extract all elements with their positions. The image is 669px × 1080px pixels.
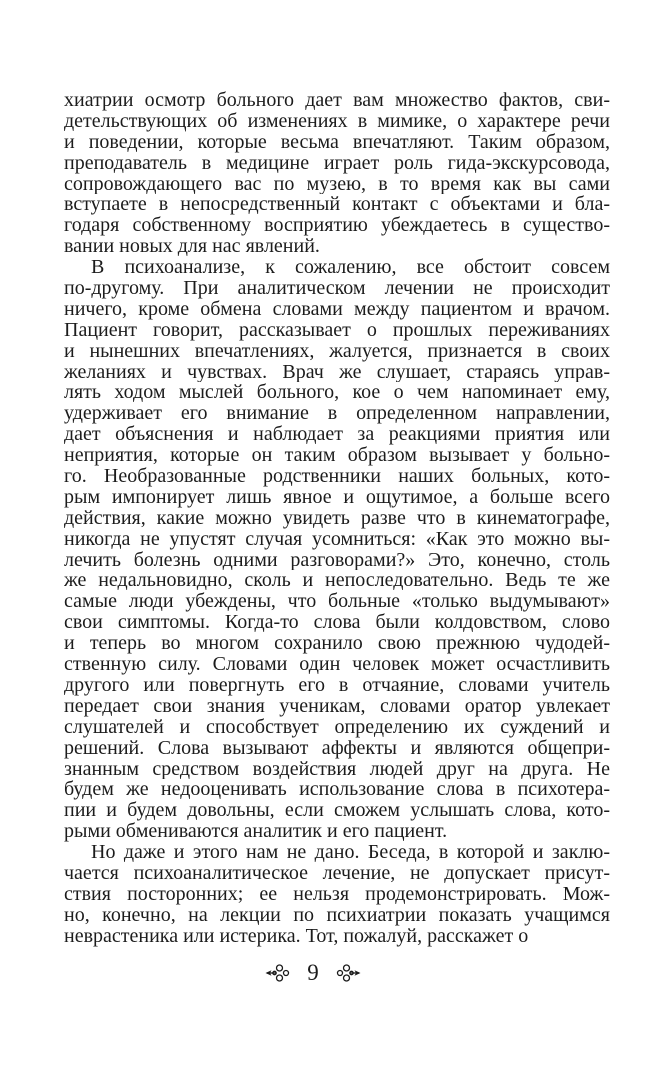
- text-line: вании новых для нас явлений.: [64, 236, 320, 258]
- text-line: преподаватель в медицине играет роль гида-экскурсовода,: [64, 152, 610, 174]
- text-line: вступаете в непосредственный контакт с объектами и бла-: [64, 194, 610, 216]
- text-line: неприятия, которые он таким образом вызывает у больно-: [64, 445, 610, 467]
- text-line: другого или повергнуть его в отчаяние, словами учитель: [64, 674, 610, 696]
- text-line: по-другому. При аналитическом лечении не происходит: [64, 278, 610, 299]
- text-line: неврастеника или истерика. Тот, пожалуй, расскажет о: [64, 925, 529, 947]
- text-line: чается психоаналитическое лечение, не допускает присут-: [64, 862, 610, 884]
- text-line: и нынешних впечатлениях, жалуется, признается в своих: [64, 340, 610, 362]
- text-line: и поведении, которые весьма впечатляют. Таким образом,: [64, 131, 610, 153]
- text-line: слушателей и способствует определению их суждений и: [64, 716, 610, 738]
- fleuron-left-icon: [265, 963, 291, 983]
- text-line: самые люди убеждены, что больные «только выдумывают»: [64, 591, 610, 613]
- text-line: детельствующих об изменениях в мимике, о характере речи: [64, 110, 610, 132]
- text-line: В психоанализе, к сожалению, все обстоит совсем: [91, 257, 610, 279]
- text-line: Пациент говорит, рассказывает о прошлых переживаниях: [64, 319, 610, 341]
- page-text: [64, 90, 610, 947]
- text-line: хиатрии осмотр больного дает вам множество фактов, сви-: [64, 90, 610, 111]
- text-line: ствия посторонних; ее нельзя продемонстрировать. Мож-: [64, 883, 610, 905]
- text-line: рым импонирует лишь явное и ощутимое, а больше всего: [64, 486, 610, 508]
- paragraph: [64, 257, 610, 842]
- text-line: удерживает его внимание в определенном направлении,: [64, 403, 610, 425]
- text-line: свои симптомы. Когда-то слова были колдовством, слово: [64, 612, 610, 634]
- text-line: рыми обмениваются аналитик и его пациент.: [64, 821, 448, 843]
- text-line: сопровождающего вас по музею, в то время как вы сами: [64, 173, 610, 195]
- page-footer: [0, 956, 626, 990]
- paragraph: [64, 842, 610, 946]
- fleuron-right-icon: [335, 963, 361, 983]
- text-line: передает свои знания ученикам, словами оратор увлекает: [64, 695, 610, 717]
- text-line: лечить болезнь одними разговорами?» Это, конечно, столь: [64, 549, 610, 571]
- text-line: но, конечно, на лекции по психиатрии показать учащимся: [64, 904, 610, 926]
- text-line: Но даже и этого нам не дано. Беседа, в которой и заклю-: [91, 842, 610, 863]
- text-line: лять ходом мыслей больного, кое о чем напоминает ему,: [64, 382, 610, 404]
- text-line: го. Необразованные родственники наших больных, кото-: [64, 466, 610, 487]
- paragraph: [64, 90, 610, 257]
- text-line: ственную силу. Словами один человек может осчастливить: [64, 654, 610, 675]
- text-line: же недальновидно, сколь и непоследовательно. Ведь те же: [64, 570, 610, 592]
- text-line: желаниях и чувствах. Врач же слушает, стараясь управ-: [64, 361, 610, 383]
- text-line: пии и будем довольны, если сможем услышать слова, кото-: [64, 800, 610, 822]
- text-line: дает объяснения и наблюдает за реакциями приятия или: [64, 424, 610, 446]
- text-line: будем же недооценивать использование слова в психотера-: [64, 779, 610, 801]
- page-number: 9: [307, 960, 319, 985]
- text-line: годаря собственному восприятию убеждаетесь в существо-: [64, 215, 610, 237]
- text-line: и теперь во многом сохранило свою прежнюю чудодей-: [64, 633, 610, 655]
- text-line: решений. Слова вызывают аффекты и являются общепри-: [64, 737, 610, 759]
- text-line: никогда не упустят случая усомниться: «Как это можно вы-: [64, 528, 610, 550]
- text-line: ничего, кроме обмена словами между пациентом и врачом.: [64, 298, 610, 320]
- text-line: знанным средством воздействия людей друг на друга. Не: [64, 758, 610, 780]
- text-line: действия, какие можно увидеть разве что в кинематографе,: [64, 507, 610, 529]
